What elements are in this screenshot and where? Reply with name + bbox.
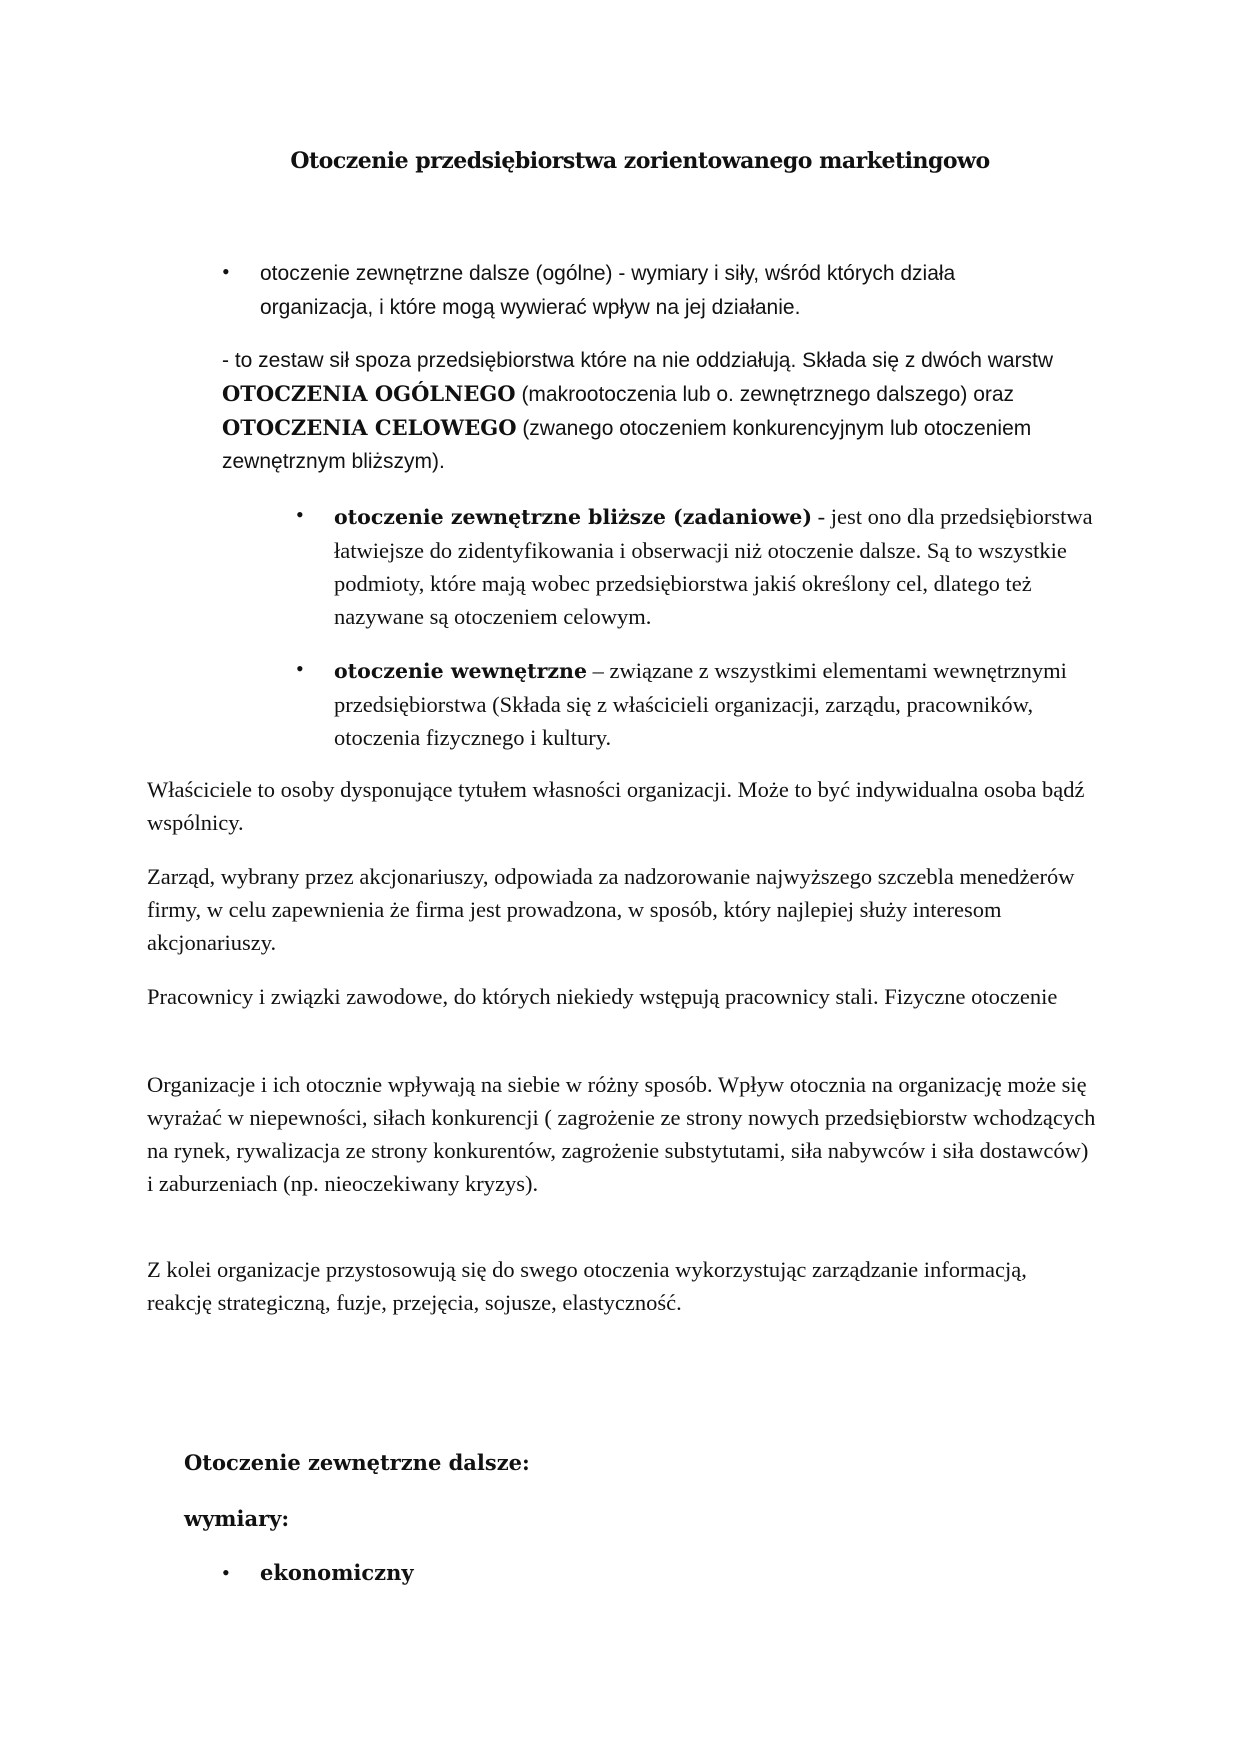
section-heading-dimensions: wymiary:	[184, 1506, 290, 1531]
list-item-description: – związane z wszystkimi elementami wewnętrznymi przedsiębiorstwa (Składa się z właścicieli organizacji, zarządu, pracowników, otoczenia fizycznego i kultury.	[334, 658, 1067, 750]
list-item-text	[334, 500, 1094, 633]
bullet-icon: •	[222, 259, 230, 284]
paragraph-workers: Pracownicy i związki zawodowe, do których niekiedy wstępują pracownicy stali. Fizyczne otoczenie	[147, 984, 1058, 1009]
bullet-icon: •	[222, 1560, 230, 1585]
paragraph-layers-part1: - to zestaw sił spoza przedsiębiorstwa które na nie oddziałują. Składa się z dwóch warstw	[222, 349, 1054, 372]
list-item-text: ekonomiczny	[260, 1560, 414, 1585]
bullet-icon: •	[296, 656, 304, 681]
paragraph-board: Zarząd, wybrany przez akcjonariuszy, odpowiada za nadzorowanie najwyższego szczebla menedżerów firmy, w celu zapewnienia że firma jest prowadzona, w sposób, który najlepiej służy interesom akcjonariuszy.	[147, 864, 1075, 955]
term-target-environment: OTOCZENIA CELOWEGO	[222, 415, 517, 440]
paragraph-layers-part2: (makrootoczenia lub o. zewnętrznego dalszego) oraz	[515, 383, 1015, 406]
term-near-environment: otoczenie zewnętrzne bliższe (zadaniowe)	[334, 505, 813, 529]
section-heading-external: Otoczenie zewnętrzne dalsze:	[184, 1450, 530, 1475]
paragraph-organizations: Organizacje i ich otocznie wpływają na siebie w różny sposób. Wpływ otocznia na organizację może się wyrażać w niepewności, siłach konkurencji ( zagrożenie ze strony nowych przedsiębiorstw wchodzących na rynek, rywalizacja ze strony konkurentów, zagrożenie substytutami, siła nabywców i siła dostawców) i zaburzeniach (np. nieoczekiwany kryzys).	[147, 1072, 1096, 1196]
paragraph-layers	[222, 344, 1102, 478]
list-item-text: otoczenie zewnętrzne dalsze (ogólne) - wymiary i siły, wśród których działa organizacja, i które mogą wywierać wpływ na jej działanie.	[260, 262, 956, 319]
paragraph-adaptation: Z kolei organizacje przystosowują się do swego otoczenia wykorzystując zarządzanie informacją, reakcję strategiczną, fuzje, przejęcia, sojusze, elastyczność.	[147, 1257, 1027, 1315]
paragraph-layers-part3: (zwanego otoczeniem konkurencyjnym lub otoczeniem zewnętrznym bliższym).	[222, 417, 1032, 473]
paragraph-owners: Właściciele to osoby dysponujące tytułem własności organizacji. Może to być indywidualna osoba bądź wspólnicy.	[147, 777, 1085, 835]
term-general-environment: OTOCZENIA OGÓLNEGO	[222, 381, 516, 406]
document-title: Otoczenie przedsiębiorstwa zorientowanego marketingowo	[290, 148, 990, 174]
term-internal-environment: otoczenie wewnętrzne	[334, 659, 587, 683]
list-item-text	[334, 654, 1094, 754]
bullet-icon: •	[296, 502, 304, 527]
list-item-description: - jest ono dla przedsiębiorstwa łatwiejsze do zidentyfikowania i obserwacji niż otoczenie dalsze. Są to wszystkie podmioty, które mają wobec przedsiębiorstwa jakiś określony cel, dlatego też nazywane są otoczeniem celowym.	[334, 504, 1093, 629]
